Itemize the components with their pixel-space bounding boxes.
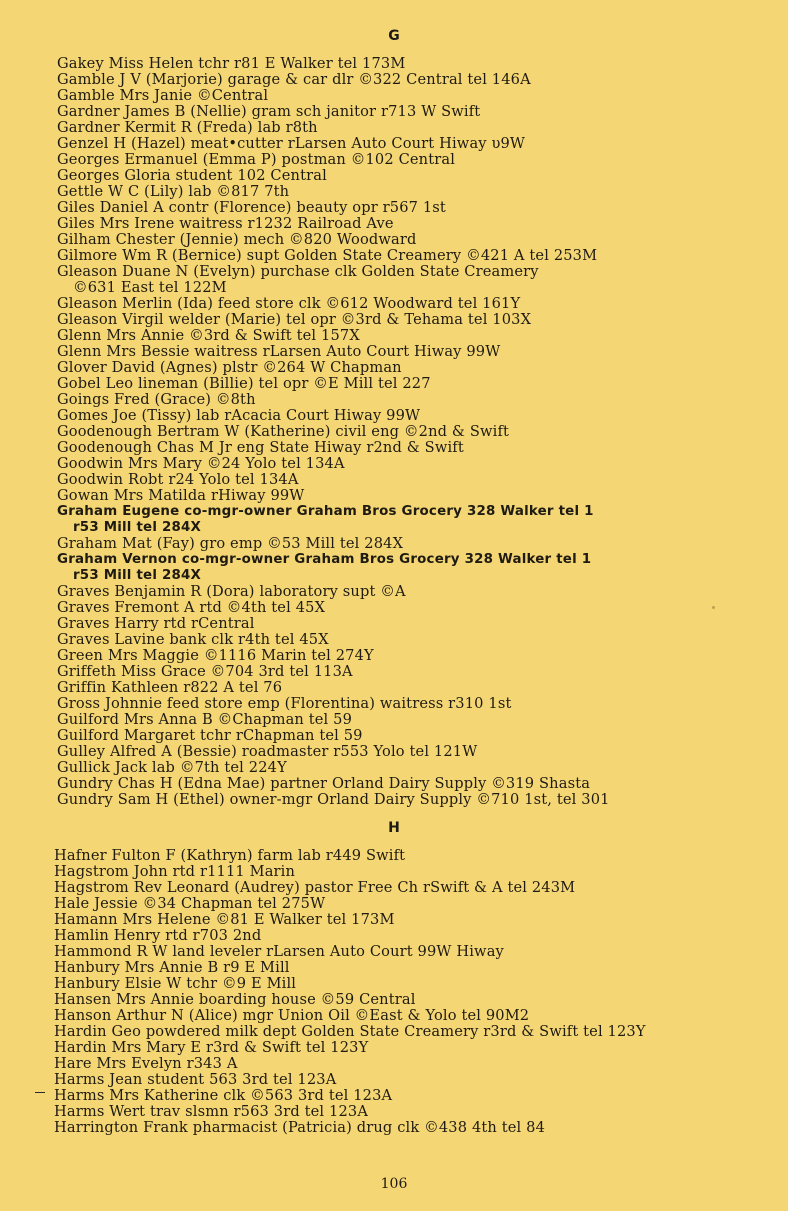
directory-entry: [57, 648, 788, 664]
entry-text: Green Mrs Maggie ©1116 Marin tel 274Y: [57, 647, 374, 664]
directory-entry: [57, 232, 788, 248]
entry-text: Gilham Chester (Jennie) mech ©820 Woodward: [57, 231, 417, 248]
entry-text: Guilford Mrs Anna B ©Chapman tel 59: [57, 711, 353, 728]
entry-text: Gulley Alfred A (Bessie) roadmaster r553 Yolo tel 121W: [57, 743, 478, 760]
directory-entry: [57, 744, 788, 760]
entry-text: Gross Johnnie feed store emp (Florentina) waitress r310 1st: [57, 695, 512, 712]
directory-entry: [57, 120, 788, 136]
entry-text: Guilford Margaret tchr rChapman tel 59: [57, 727, 363, 744]
directory-entry: [54, 896, 788, 912]
directory-entry: [57, 312, 788, 328]
directory-entry: [54, 880, 788, 896]
directory-entry: [57, 56, 788, 72]
paper-speck: [712, 606, 715, 609]
entry-text: Hammond R W land leveler rLarsen Auto Court 99W Hiway: [54, 943, 504, 960]
entry-text: Griffeth Miss Grace ©704 3rd tel 113A: [57, 663, 353, 680]
entry-text: Graves Benjamin R (Dora) laboratory supt ©A: [57, 583, 406, 600]
directory-entry: [57, 184, 788, 200]
entry-text: Georges Gloria student 102 Central: [57, 167, 327, 184]
entry-text: Goodenough Chas M Jr eng State Hiway r2nd & Swift: [57, 439, 464, 456]
entry-text: Genzel H (Hazel) meat•cutter rLarsen Auto Court Hiway υ9W: [57, 135, 526, 152]
entry-text: Graves Fremont A rtd ©4th tel 45X: [57, 599, 326, 616]
section-heading-h: H: [388, 820, 400, 836]
directory-entry: [57, 440, 788, 456]
entry-text: Harms Wert trav slsmn r563 3rd tel 123A: [54, 1103, 369, 1120]
entry-text: Giles Mrs Irene waitress r1232 Railroad Ave: [57, 215, 394, 232]
entry-text: Gettle W C (Lily) lab ©817 7th: [57, 183, 290, 200]
entry-text: Goodenough Bertram W (Katherine) civil eng ©2nd & Swift: [57, 423, 510, 440]
entry-text: Hardin Mrs Mary E r3rd & Swift tel 123Y: [54, 1039, 369, 1056]
directory-entry: [57, 472, 788, 488]
entry-text: Gamble J V (Marjorie) garage & car dlr ©322 Central tel 146A: [57, 71, 531, 88]
directory-entry: [54, 864, 788, 880]
directory-entry: [57, 632, 788, 648]
entry-text: Gleason Duane N (Evelyn) purchase clk Golden State Creamery: [57, 263, 539, 280]
directory-entry: [57, 344, 788, 360]
directory-entry: [54, 1040, 788, 1056]
directory-entry: [54, 1008, 788, 1024]
entry-text: Harrington Frank pharmacist (Patricia) drug clk ©438 4th tel 84: [54, 1119, 546, 1136]
directory-entry: [57, 72, 788, 88]
entry-text: Hanson Arthur N (Alice) mgr Union Oil ©East & Yolo tel 90M2: [54, 1007, 530, 1024]
entry-text: Glenn Mrs Bessie waitress rLarsen Auto Court Hiway 99W: [57, 343, 501, 360]
entry-text: Gullick Jack lab ©7th tel 224Y: [57, 759, 287, 776]
entry-text: Glover David (Agnes) plstr ©264 W Chapman: [57, 359, 402, 376]
entry-text: Hagstrom Rev Leonard (Audrey) pastor Free Ch rSwift & A tel 243M: [54, 879, 576, 896]
directory-entry: [57, 216, 788, 232]
directory-entry: [57, 760, 788, 776]
directory-entry: [57, 424, 788, 440]
directory-entry: [57, 200, 788, 216]
directory-entry: [57, 392, 788, 408]
entry-text: Hansen Mrs Annie boarding house ©59 Central: [54, 991, 416, 1008]
entry-text: Gomes Joe (Tissy) lab rAcacia Court Hiway 99W: [57, 407, 421, 424]
directory-entry: [57, 712, 788, 728]
directory-entry: [57, 296, 788, 312]
directory-entry: [57, 456, 788, 472]
entry-text: Graham Vernon co-mgr-owner Graham Bros Grocery 328 Walker tel 1: [57, 552, 592, 567]
directory-entry: [54, 912, 788, 928]
section-heading-g: G: [388, 28, 400, 44]
entry-text: Gilmore Wm R (Bernice) supt Golden State Creamery ©421 A tel 253M: [57, 247, 598, 264]
entry-text: Graves Lavine bank clk r4th tel 45X: [57, 631, 329, 648]
directory-entry: [54, 960, 788, 976]
entry-text: Gardner James B (Nellie) gram sch janitor r713 W Swift: [57, 103, 481, 120]
entry-text: Hamlin Henry rtd r703 2nd: [54, 927, 262, 944]
directory-entry: [57, 696, 788, 712]
section-h-entries: [54, 848, 788, 1136]
entry-text: Griffin Kathleen r822 A tel 76: [57, 679, 283, 696]
directory-entry: [57, 248, 788, 264]
entry-text: Gundry Sam H (Ethel) owner-mgr Orland Dairy Supply ©710 1st, tel 301: [57, 791, 610, 808]
entry-text: Goodwin Mrs Mary ©24 Yolo tel 134A: [57, 455, 345, 472]
directory-entry: [57, 776, 788, 792]
directory-entry: [57, 328, 788, 344]
entry-text: Gowan Mrs Matilda rHiway 99W: [57, 487, 305, 504]
entry-text: Glenn Mrs Annie ©3rd & Swift tel 157X: [57, 327, 360, 344]
entry-text: Harms Jean student 563 3rd tel 123A: [54, 1071, 337, 1088]
directory-entry: [54, 1056, 788, 1072]
entry-text: Hanbury Elsie W tchr ©9 E Mill: [54, 975, 297, 992]
directory-entry: [54, 1072, 788, 1088]
entry-text: Goodwin Robt r24 Yolo tel 134A: [57, 471, 299, 488]
entry-text: Graham Eugene co-mgr-owner Graham Bros Grocery 328 Walker tel 1: [57, 504, 594, 519]
entry-text: Gleason Virgil welder (Marie) tel opr ©3rd & Tehama tel 103X: [57, 311, 532, 328]
directory-entry: [54, 944, 788, 960]
entry-text: Hagstrom John rtd r1111 Marin: [54, 863, 296, 880]
directory-entry: [54, 992, 788, 1008]
directory-entry: [57, 168, 788, 184]
directory-entry: [54, 1120, 788, 1136]
directory-entry: [57, 792, 788, 808]
entry-text: Hafner Fulton F (Kathryn) farm lab r449 Swift: [54, 847, 406, 864]
entry-continuation: r53 Mill tel 284X: [73, 520, 202, 535]
entry-text: Harms Mrs Katherine clk ©563 3rd tel 123A: [54, 1087, 393, 1104]
entry-text: Graves Harry rtd rCentral: [57, 615, 255, 632]
entry-text: Giles Daniel A contr (Florence) beauty opr r567 1st: [57, 199, 446, 216]
directory-entry: [57, 408, 788, 424]
directory-entry: [57, 104, 788, 120]
directory-entry: [57, 600, 788, 616]
directory-entry: [57, 376, 788, 392]
entry-text: Gakey Miss Helen tchr r81 E Walker tel 173M: [57, 55, 406, 72]
directory-entry: [57, 264, 788, 296]
directory-entry: [57, 536, 788, 552]
directory-entry: [57, 360, 788, 376]
directory-entry: [57, 136, 788, 152]
directory-entry: [57, 552, 788, 584]
section-g-entries: [57, 56, 788, 808]
entry-text: Gundry Chas H (Edna Mae) partner Orland Dairy Supply ©319 Shasta: [57, 775, 591, 792]
directory-entry: [57, 88, 788, 104]
directory-entry: [54, 1088, 788, 1104]
entry-continuation: ©631 East tel 122M: [73, 279, 227, 296]
directory-entry: [57, 152, 788, 168]
entry-text: Goings Fred (Grace) ©8th: [57, 391, 256, 408]
entry-text: Gamble Mrs Janie ©Central: [57, 87, 269, 104]
entry-text: Hanbury Mrs Annie B r9 E Mill: [54, 959, 290, 976]
entry-text: Hamann Mrs Helene ©81 E Walker tel 173M: [54, 911, 395, 928]
directory-entry: [57, 616, 788, 632]
directory-entry: [57, 664, 788, 680]
entry-continuation: r53 Mill tel 284X: [73, 568, 202, 583]
directory-entry: [57, 504, 788, 536]
entry-text: Gleason Merlin (Ida) feed store clk ©612 Woodward tel 161Y: [57, 295, 521, 312]
entry-text: Gobel Leo lineman (Billie) tel opr ©E Mill tel 227: [57, 375, 431, 392]
directory-entry: [57, 680, 788, 696]
directory-entry: [57, 584, 788, 600]
page-number: 106: [380, 1176, 408, 1192]
entry-text: Hare Mrs Evelyn r343 A: [54, 1055, 238, 1072]
directory-entry: [54, 1024, 788, 1040]
directory-entry: [57, 728, 788, 744]
entry-text: Graham Mat (Fay) gro emp ©53 Mill tel 284X: [57, 535, 404, 552]
margin-mark: [35, 1092, 45, 1093]
directory-entry: [54, 976, 788, 992]
entry-text: Hardin Geo powdered milk dept Golden State Creamery r3rd & Swift tel 123Y: [54, 1023, 646, 1040]
entry-text: Hale Jessie ©34 Chapman tel 275W: [54, 895, 326, 912]
entry-text: Gardner Kermit R (Freda) lab r8th: [57, 119, 318, 136]
directory-entry: [57, 488, 788, 504]
directory-entry: [54, 928, 788, 944]
directory-entry: [54, 848, 788, 864]
entry-text: Georges Ermanuel (Emma P) postman ©102 Central: [57, 151, 456, 168]
directory-entry: [54, 1104, 788, 1120]
